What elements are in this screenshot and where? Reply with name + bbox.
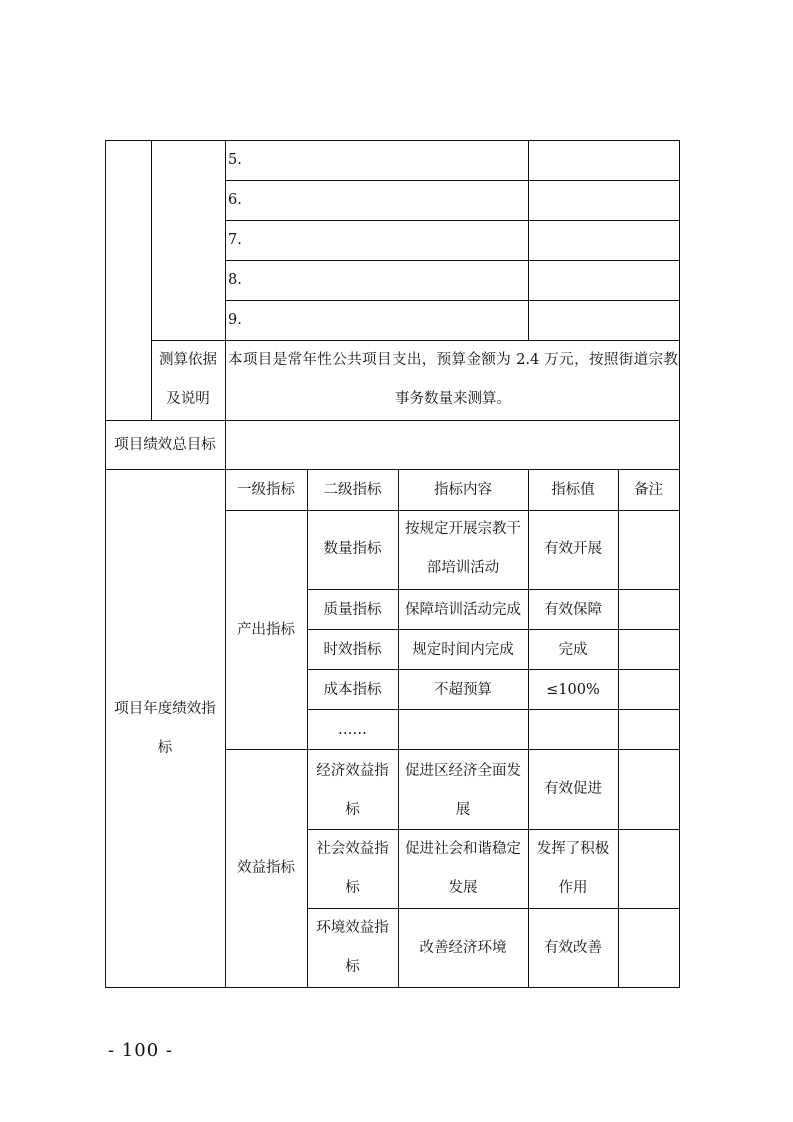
- budget-row-5: 5.: [228, 152, 242, 168]
- output-row-2-content: 保障培训活动完成: [405, 602, 521, 618]
- grid-line: [307, 709, 680, 710]
- annual-indicators-label: 项目年度绩效指标: [114, 701, 216, 756]
- output-row-2-note: [618, 590, 679, 630]
- output-row-3-value: 完成: [558, 642, 588, 658]
- calc-basis-text: 本项目是常年性公共项目支出，预算金额为 2.4 万元，按照街道宗教事务数量来测算。: [228, 352, 678, 407]
- output-row-5-content: [398, 710, 528, 750]
- benefit-row-3-content: 改善经济环境: [419, 940, 507, 956]
- benefit-row-2-content: 促进社会和谐稳定发展: [405, 841, 521, 896]
- grid-line: [618, 469, 619, 988]
- page-number: - 100 -: [108, 1040, 173, 1061]
- overall-goal-label: 项目绩效总目标: [114, 437, 216, 453]
- output-row-4-content: 不超预算: [434, 682, 492, 698]
- budget-row-8: 8.: [228, 272, 242, 288]
- grid-line: [225, 510, 680, 511]
- output-row-5-secondary: ……: [338, 722, 367, 738]
- grid-bottom-border: [105, 987, 680, 988]
- header-note: 备注: [634, 482, 663, 498]
- output-row-4-value: ≤100%: [546, 682, 600, 698]
- grid-right-border: [679, 140, 680, 988]
- output-row-3-secondary: 时效指标: [323, 642, 382, 658]
- output-row-1-secondary: 数量指标: [323, 541, 382, 557]
- benefit-row-2-value: 发挥了积极作用: [536, 841, 610, 896]
- grid-line: [151, 340, 680, 341]
- budget-row-7: 7.: [228, 232, 242, 248]
- grid-line: [307, 589, 680, 590]
- benefit-indicators-label: 效益指标: [237, 860, 295, 876]
- grid-line: [105, 420, 680, 421]
- benefit-row-3-secondary: 环境效益指标: [316, 920, 389, 975]
- output-row-2-value: 有效保障: [544, 602, 602, 618]
- output-row-1-note: [618, 510, 679, 589]
- benefit-row-3-note: [618, 909, 679, 987]
- overall-goal-value: [225, 421, 679, 469]
- output-row-4-note: [618, 670, 679, 710]
- output-indicators-label: 产出指标: [237, 622, 295, 638]
- budget-row-6: 6.: [228, 192, 242, 208]
- benefit-row-2-note: [618, 830, 679, 908]
- benefit-row-1-note: [618, 750, 679, 829]
- header-level2: 二级指标: [323, 482, 382, 498]
- grid-line: [225, 300, 680, 301]
- output-row-3-note: [618, 630, 679, 670]
- grid-line: [225, 749, 680, 750]
- output-row-4-secondary: 成本指标: [323, 682, 382, 698]
- calc-basis-label: 测算依据及说明: [159, 352, 217, 407]
- output-row-5-value: [528, 710, 618, 750]
- grid-line: [225, 140, 226, 988]
- benefit-row-1-content: 促进区经济全面发展: [405, 763, 521, 818]
- header-content: 指标内容: [434, 482, 492, 498]
- output-row-3-content: 规定时间内完成: [412, 642, 514, 658]
- grid-line: [151, 140, 152, 421]
- grid-line: [225, 180, 680, 181]
- grid-line: [105, 469, 680, 470]
- output-row-2-secondary: 质量指标: [323, 602, 382, 618]
- grid-left-border: [105, 140, 106, 988]
- benefit-row-1-value: 有效促进: [544, 781, 602, 797]
- grid-line: [398, 469, 399, 988]
- grid-line: [528, 140, 529, 341]
- benefit-row-1-secondary: 经济效益指标: [316, 763, 389, 818]
- grid-line: [307, 908, 680, 909]
- grid-line: [528, 469, 529, 988]
- output-row-5-note: [618, 710, 679, 750]
- benefit-row-2-secondary: 社会效益指标: [316, 841, 389, 896]
- grid-line: [307, 669, 680, 670]
- header-value: 指标值: [551, 482, 595, 498]
- output-row-1-value: 有效开展: [544, 541, 602, 557]
- grid-line: [225, 260, 680, 261]
- grid-line: [225, 220, 680, 221]
- header-level1: 一级指标: [237, 482, 295, 498]
- grid-line: [307, 829, 680, 830]
- grid-line: [307, 629, 680, 630]
- output-row-1-content: 按规定开展宗教干部培训活动: [405, 521, 521, 576]
- budget-row-9: 9.: [228, 312, 242, 328]
- benefit-row-3-value: 有效改善: [544, 940, 602, 956]
- grid-line: [307, 469, 308, 988]
- grid-top-border: [105, 140, 680, 141]
